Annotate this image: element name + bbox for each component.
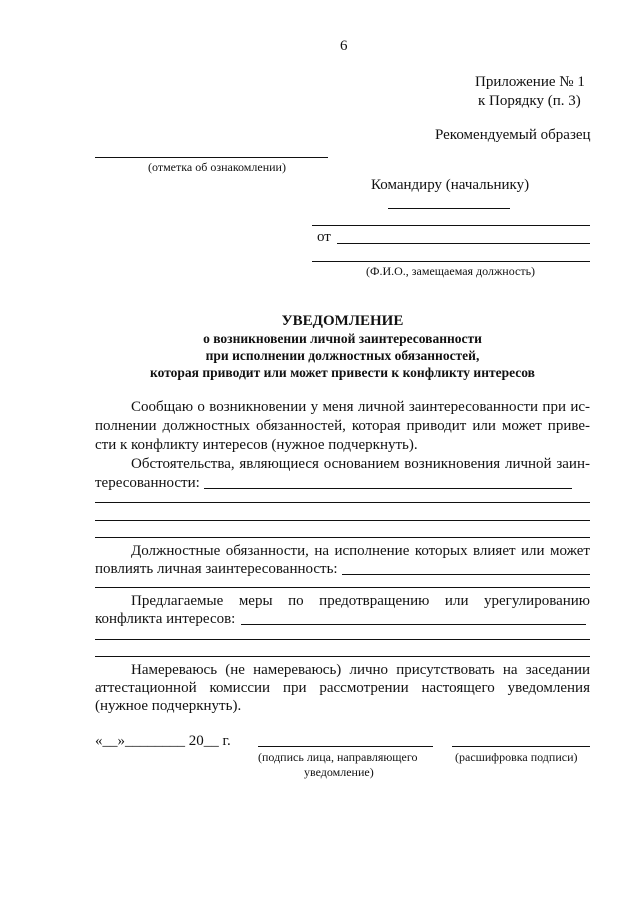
order-reference: к Порядку (п. 3) [478, 93, 581, 109]
paragraph-1-line-1: Сообщаю о возникновении у меня личной заинтересованности при ис- [131, 399, 590, 415]
paragraph-5-line-1: Намереваюсь (не намереваюсь) лично присутствовать на заседании [131, 662, 590, 678]
circumstances-line-3 [95, 520, 590, 521]
circumstances-line-1 [204, 488, 572, 489]
measures-line-3 [95, 656, 590, 657]
paragraph-5-line-2: аттестационной комиссии при рассмотрении настоящего уведомления [95, 680, 590, 696]
paragraph-4-line-2: конфликта интересов: [95, 611, 236, 627]
addressee-name-line [388, 208, 510, 209]
acknowledgement-line [95, 157, 328, 158]
document-title: УВЕДОМЛЕНИЕ [281, 313, 404, 329]
title-line-3: которая приводит или может привести к конфликту интересов [150, 365, 535, 380]
measures-line-2 [95, 639, 590, 640]
signature-line [258, 746, 433, 747]
title-line-2: при исполнении должностных обязанностей, [205, 348, 480, 363]
paragraph-4-line-1: Предлагаемые меры по предотвращению или урегулированию [131, 593, 590, 609]
title-line-1: о возникновении личной заинтересованности [203, 331, 482, 346]
circumstances-line-2 [95, 502, 590, 503]
paragraph-2-line-2: тересованности: [95, 475, 200, 491]
decode-caption: (расшифровка подписи) [455, 750, 578, 764]
appendix-label: Приложение № 1 [475, 74, 585, 90]
date-field: «__»________ 20__ г. [95, 733, 231, 749]
from-line [337, 243, 590, 244]
paragraph-1-line-2: полнении должностных обязанностей, которая приводит или может приве- [95, 418, 590, 434]
paragraph-2-line-1: Обстоятельства, являющиеся основанием возникновения личной заин- [131, 456, 590, 472]
circumstances-line-4 [95, 537, 590, 538]
position-line [312, 261, 590, 262]
paragraph-3-line-1: Должностные обязанности, на исполнение которых влияет или может [131, 543, 590, 559]
paragraph-3-line-2: повлиять личная заинтересованность: [95, 561, 338, 577]
signature-caption-line-1: (подпись лица, направляющего [258, 750, 418, 764]
duties-line-2 [95, 587, 590, 588]
paragraph-1-line-3: сти к конфликту интересов (нужное подчеркнуть). [95, 437, 418, 453]
acknowledgement-caption: (отметка об ознакомлении) [148, 160, 286, 174]
page-number: 6 [340, 38, 348, 54]
addressee-title: Командиру (начальнику) [371, 177, 530, 193]
paragraph-5-line-3: (нужное подчеркнуть). [95, 698, 242, 714]
duties-line-1 [342, 574, 590, 575]
from-label: от [317, 229, 331, 245]
measures-line-1 [241, 624, 586, 625]
addressee-line [312, 225, 590, 226]
signature-caption-line-2: уведомление) [304, 765, 374, 779]
decode-line [452, 746, 590, 747]
addressee-caption: (Ф.И.О., замещаемая должность) [366, 264, 536, 278]
sample-label: Рекомендуемый образец [435, 127, 591, 143]
